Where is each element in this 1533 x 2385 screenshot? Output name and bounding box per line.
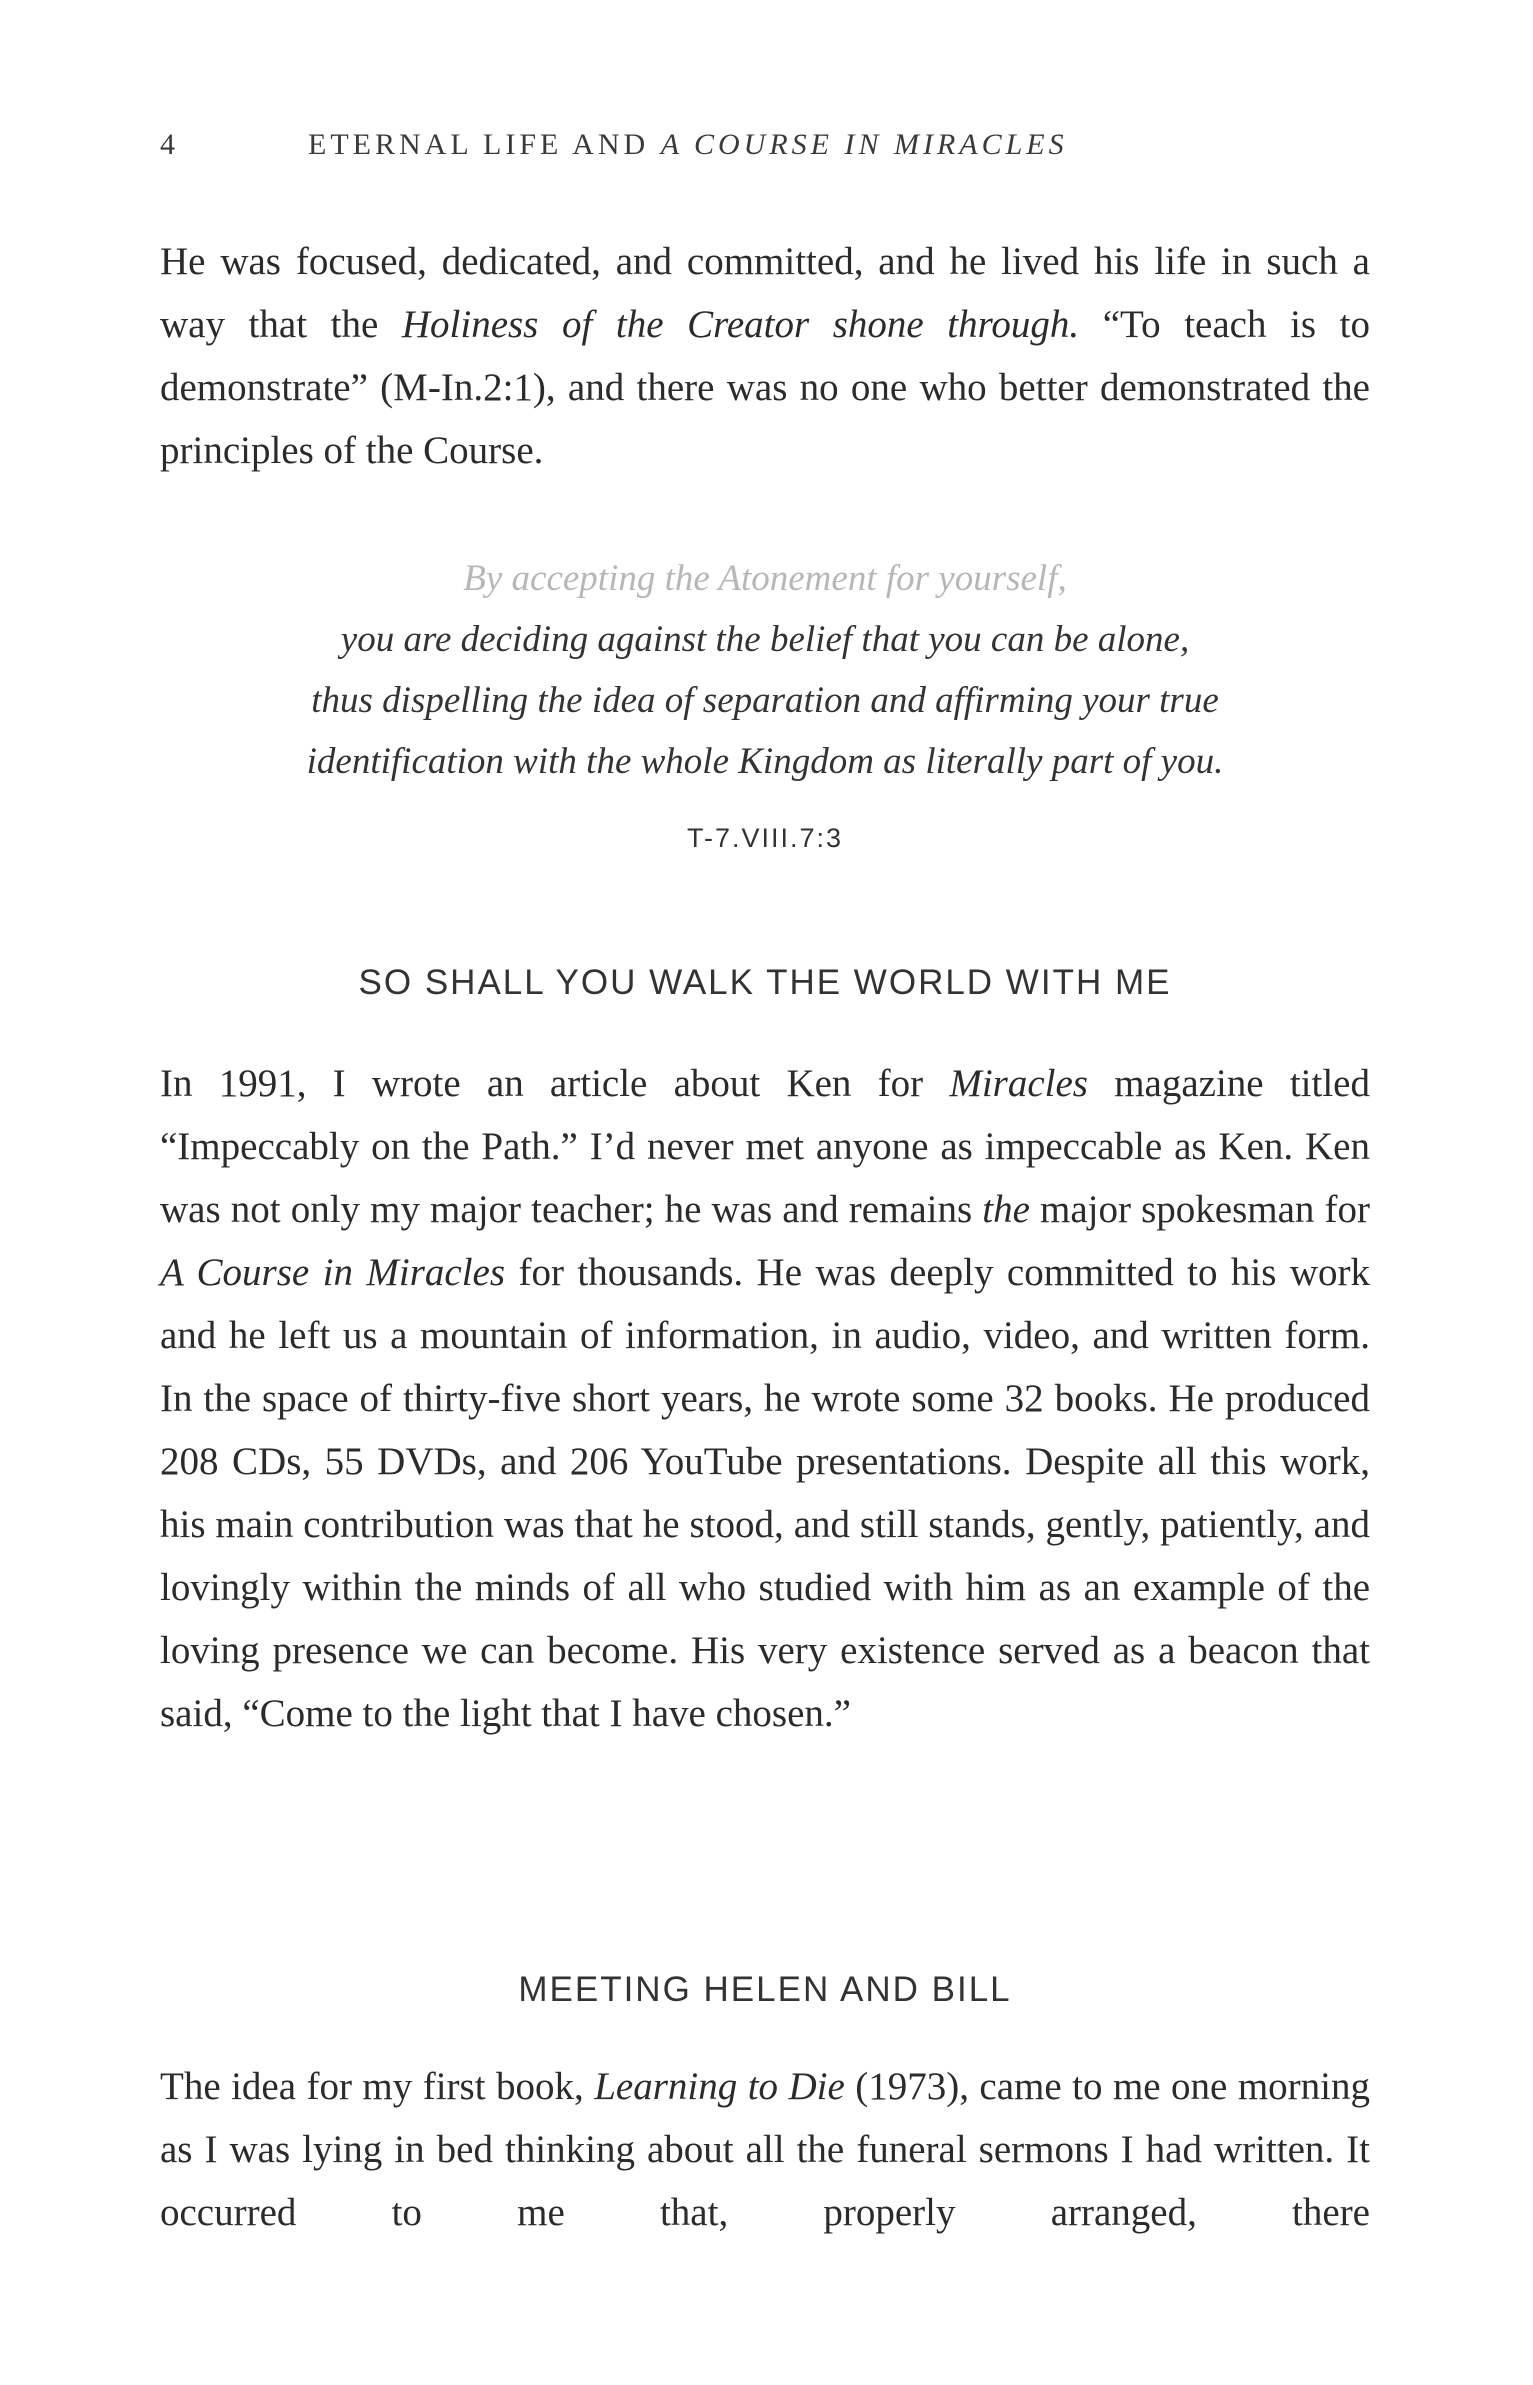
section-1-paragraph	[160, 1052, 1370, 1745]
text-segment: magazine titled “Impeccably on the Path.” I’d never met anyone as impeccable as Ken. Ken was not only my major teacher; he was and remains	[160, 1062, 1370, 1231]
quote-line-3: thus dispelling the idea of separation and affirming your true	[311, 680, 1219, 721]
italic-segment: A Course in Miracles	[160, 1251, 506, 1294]
text-segment: In 1991, I wrote an article about Ken for	[160, 1062, 950, 1105]
italic-segment: Holiness of the Creator shone through.	[401, 303, 1080, 346]
text-segment: “To teach is to demonstrate” (M-In.2:1), and there was no one who better demonstrated the principles of the Course.	[160, 303, 1370, 472]
section-2-text	[160, 2055, 1370, 2244]
paragraph-1-text	[160, 230, 1370, 482]
running-title-plain: ETERNAL LIFE AND	[308, 128, 661, 161]
text-segment: (1973), came to me one morning as I was lying in bed thinking about all the funeral sermons I had written. It occurred to me that, properly arranged, there	[160, 2065, 1370, 2234]
quote-line-1: By accepting the Atonement for yourself,	[463, 558, 1067, 599]
running-title-italic: A COURSE IN MIRACLES	[660, 128, 1068, 161]
paragraph-1	[160, 230, 1370, 482]
italic-segment: Learning to Die	[594, 2065, 845, 2108]
text-segment: The idea for my first book,	[160, 2065, 595, 2108]
text-segment: major spokesman for	[1029, 1188, 1370, 1231]
text-segment: He was focused, dedicated, and committed, and he lived his life in such a way that the	[160, 240, 1370, 346]
text-segment: for thousands. He was deeply committed to his work and he left us a mountain of information, in audio, video, and written form. In the space of thirty-five short years, he wrote some 32 books. He produced 208 CDs, 55 DVDs, and 206 YouTube presentations. Despite all this work, his main contribution was that he stood, and still stands, gently, patiently, and lovingly within the minds of all who studied with him as an example of the loving presence we can become. His very existence served as a beacon that said, “Come to the light that I have chosen.”	[160, 1251, 1370, 1735]
book-page	[160, 0, 1370, 2385]
epigraph-quote	[160, 548, 1370, 792]
section-heading-1: SO SHALL YOU WALK THE WORLD WITH ME	[358, 963, 1172, 1002]
section-2-paragraph	[160, 2055, 1370, 2244]
section-heading-2: MEETING HELEN AND BILL	[518, 1970, 1012, 2009]
italic-segment: Miracles	[949, 1062, 1088, 1105]
page-number: 4	[160, 128, 179, 161]
quote-citation: T-7.VIII.7:3	[686, 823, 844, 853]
section-1-text	[160, 1052, 1370, 1745]
quote-line-2: you are deciding against the belief that you can be alone,	[340, 619, 1190, 660]
italic-segment: the	[982, 1188, 1030, 1231]
running-title	[308, 128, 1068, 162]
quote-line-4: identification with the whole Kingdom as literally part of you.	[306, 741, 1224, 782]
